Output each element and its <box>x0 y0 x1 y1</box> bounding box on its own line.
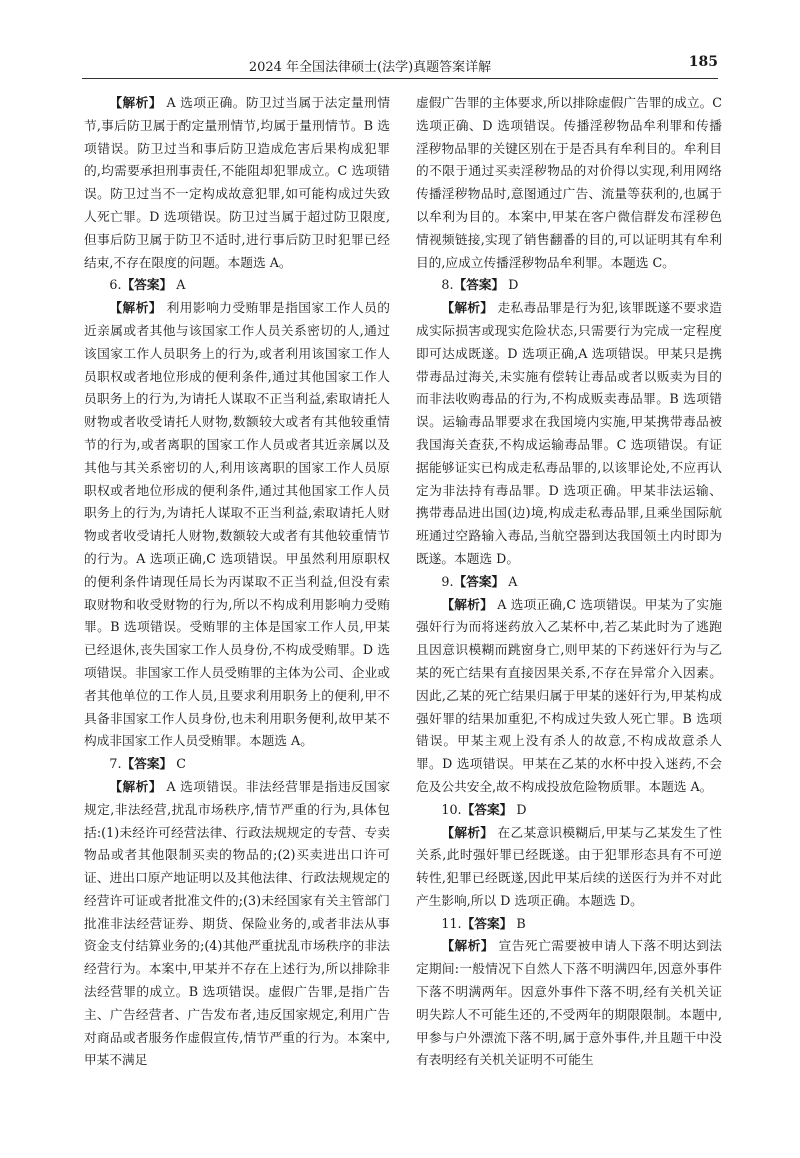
analysis-label: 【解析】 <box>109 95 162 110</box>
question-number: 10. <box>441 801 462 817</box>
analysis-text: A 选项正确。防卫过当属于法定量刑情节,事后防卫属于酌定量刑情节,均属于量刑情节。B 选项错误。防卫过当和事后防卫造成危害后果构成犯罪的,均需要承担刑事责任,不能阻却犯罪成立。C 选项错误。防卫过当不一定构成故意犯罪,如可能构成过失致人死亡罪。D 选项错误。防卫过当属于超过防卫限度,但事后防卫属于防卫不适时,进行事后防卫时犯罪已经结束,不存在限度的问题。本题选 A。 <box>84 95 390 270</box>
answer-line <box>416 274 722 297</box>
question-number: 7. <box>109 756 122 772</box>
header-title: 2024 年全国法律硕士(法学)真题答案详解 <box>248 60 492 75</box>
analysis-text: 利用影响力受贿罪是指国家工作人员的近亲属或者其他与该国家工作人员关系密切的人,通过该国家工作人员职务上的行为,或者利用该国家工作人员职权或者地位形成的便利条件,通过其他国家工作人员职务上的行为,为请托人谋取不正当利益,索取请托人财物或者收受请托人财物,数额较大或者有其他较重情节的行为,或者离职的国家工作人员或者其近亲属以及其他与其关系密切的人,利用该离职的国家工作人员原职权或者地位形成的便利条件,通过其他国家工作人员职务上的行为,为请托人谋取不正当利益,索取请托人财物或者收受请托人财物,数额较大或者有其他较重情节的行为。A 选项正确,C 选项错误。甲虽然利用原职权的便利条件请现任局长为丙谋取不正当利益,但没有索取财物和收受财物的行为,所以不构成利用影响力受贿罪。B 选项错误。受贿罪的主体是国家工作人员,甲某已经退休,丧失国家工作人员身份,不构成受贿罪。D 选项错误。非国家工作人员受贿罪的主体为公司、企业或者其他单位的工作人员,且要求利用职务上的便利,甲不具备非国家工作人员身份,也未利用职务便利,故甲某不构成非国家工作人员受贿罪。本题选 A。 <box>84 300 390 749</box>
answer-value: D <box>512 801 527 817</box>
answer-value: A <box>172 277 186 293</box>
analysis-label: 【解析】 <box>441 824 494 840</box>
analysis-paragraph <box>84 92 390 274</box>
analysis-text: 在乙某意识模糊后,甲某与乙某发生了性关系,此时强奸罪已经既遂。由于犯罪形态具有不可逆转性,犯罪已经既遂,因此甲某后续的送医行为并不对此产生影响,所以 D 选项正确。本题选 D。 <box>416 824 722 908</box>
analysis-label: 【解析】 <box>441 596 494 612</box>
answer-label: 【答案】 <box>121 277 173 293</box>
answer-label: 【答案】 <box>453 573 505 589</box>
answer-value: B <box>512 915 526 931</box>
analysis-text: A 选项错误。非法经营罪是指违反国家规定,非法经营,扰乱市场秩序,情节严重的行为,具体包括:(1)未经许可经营法律、行政法规规定的专营、专卖物品或者其他限制买卖的物品的;(2)买卖进出口许可证、进出口原产地证明以及其他法律、行政法规规定的经营许可证或者批准文件的;(3)未经国家有关主管部门批准非法经营证券、期货、保险业务的,或者非法从事资金支付结算业务的;(4)其他严重扰乱市场秩序的非法经营行为。本案中,甲某并不存在上述行为,所以排除非法经营罪的成立。B 选项错误。虚假广告罪,是指广告主、广告经营者、广告发布者,违反国家规定,利用广告对商品或者服务作虚假宣传,情节严重的行为。本案中,甲某不满足 <box>84 778 390 1068</box>
continuation-paragraph: 虚假广告罪的主体要求,所以排除虚假广告罪的成立。C 选项正确、D 选项错误。传播淫秽物品牟利罪和传播淫秽物品罪的关键区别在于是否具有牟利目的。牟利目的不限于通过买卖淫秽物品的对价得以实现,利用网络传播淫秽物品时,意图通过广告、流量等获利的,也属于以牟利为目的。本案中,甲某在客户微信群发布淫秽色情视频链接,实现了销售翻番的目的,可以证明其有牟利目的,应成立传播淫秽物品牟利罪。本题选 C。 <box>416 95 722 270</box>
answer-value: C <box>172 756 186 772</box>
answer-label: 【答案】 <box>461 801 513 817</box>
answer-label: 【答案】 <box>461 915 513 931</box>
analysis-label: 【解析】 <box>109 300 163 316</box>
answer-label: 【答案】 <box>121 756 173 772</box>
answer-line <box>84 753 390 776</box>
analysis-text: A 选项正确,C 选项错误。甲某为了实施强奸行为而将迷药放入乙某杯中,若乙某此时为了逃跑且因意识模糊而跳窗身亡,则甲某的下药迷奸行为与乙某的死亡结果有直接因果关系,不存在异常介入因素。因此,乙某的死亡结果归属于甲某的迷奸行为,甲某构成强奸罪的结果加重犯,不构成过失致人死亡罪。B 选项错误。甲某主观上没有杀人的故意,不构成故意杀人罪。D 选项错误。甲某在乙某的水杯中投入迷药,不会危及公共安全,故不构成投放危险物质罪。本题选 A。 <box>416 596 722 794</box>
answer-line <box>84 274 390 297</box>
analysis-paragraph <box>84 297 390 753</box>
answer-line <box>416 913 722 936</box>
question-number: 11. <box>441 915 462 931</box>
analysis-paragraph <box>84 776 390 1072</box>
analysis-label: 【解析】 <box>441 300 494 316</box>
page-number: 185 <box>688 54 718 70</box>
question-number: 6. <box>109 277 122 293</box>
question-number: 9. <box>441 573 454 589</box>
left-column <box>84 92 390 1132</box>
analysis-text: 走私毒品罪是行为犯,该罪既遂不要求造成实际损害或现实危险状态,只需要行为完成一定程度即可达成既遂。D 选项正确,A 选项错误。甲某只是携带毒品过海关,未实施有偿转让毒品或者以贩卖为目的而非法收购毒品的行为,不构成贩卖毒品罪。B 选项错误。运输毒品罪要求在我国境内实施,甲某携带毒品被我国海关查获,不构成运输毒品罪。C 选项错误。有证据能够证实已构成走私毒品罪的,以该罪论处,不应再认定为非法持有毒品罪。D 选项正确。甲某非法运输、携带毒品进出国(边)境,构成走私毒品罪,且乘坐国际航班通过空路输入毒品,当航空器到达我国领土内时即为既遂。本题选 D。 <box>416 300 722 566</box>
answer-line <box>416 571 722 594</box>
analysis-label: 【解析】 <box>441 938 495 954</box>
question-number: 8. <box>441 277 454 293</box>
two-column-body <box>84 92 722 1132</box>
analysis-label: 【解析】 <box>109 778 162 794</box>
answer-line <box>416 799 722 822</box>
analysis-text: 宣告死亡需要被申请人下落不明达到法定期间:一般情况下自然人下落不明满四年,因意外事件下落不明满两年。因意外事件下落不明,经有关机关证明失踪人不可能生还的,不受两年的期限限制。本题中,甲参与户外漂流下落不明,属于意外事件,并且题干中没有表明经有关机关证明不可能生 <box>416 938 722 1068</box>
answer-label: 【答案】 <box>453 277 505 293</box>
analysis-paragraph <box>416 594 722 799</box>
page-header <box>82 52 718 79</box>
analysis-paragraph <box>416 935 722 1072</box>
analysis-paragraph <box>416 297 722 571</box>
answer-value: A <box>504 573 518 589</box>
analysis-paragraph <box>416 822 722 913</box>
answer-value: D <box>504 277 519 293</box>
right-column <box>416 92 722 1132</box>
